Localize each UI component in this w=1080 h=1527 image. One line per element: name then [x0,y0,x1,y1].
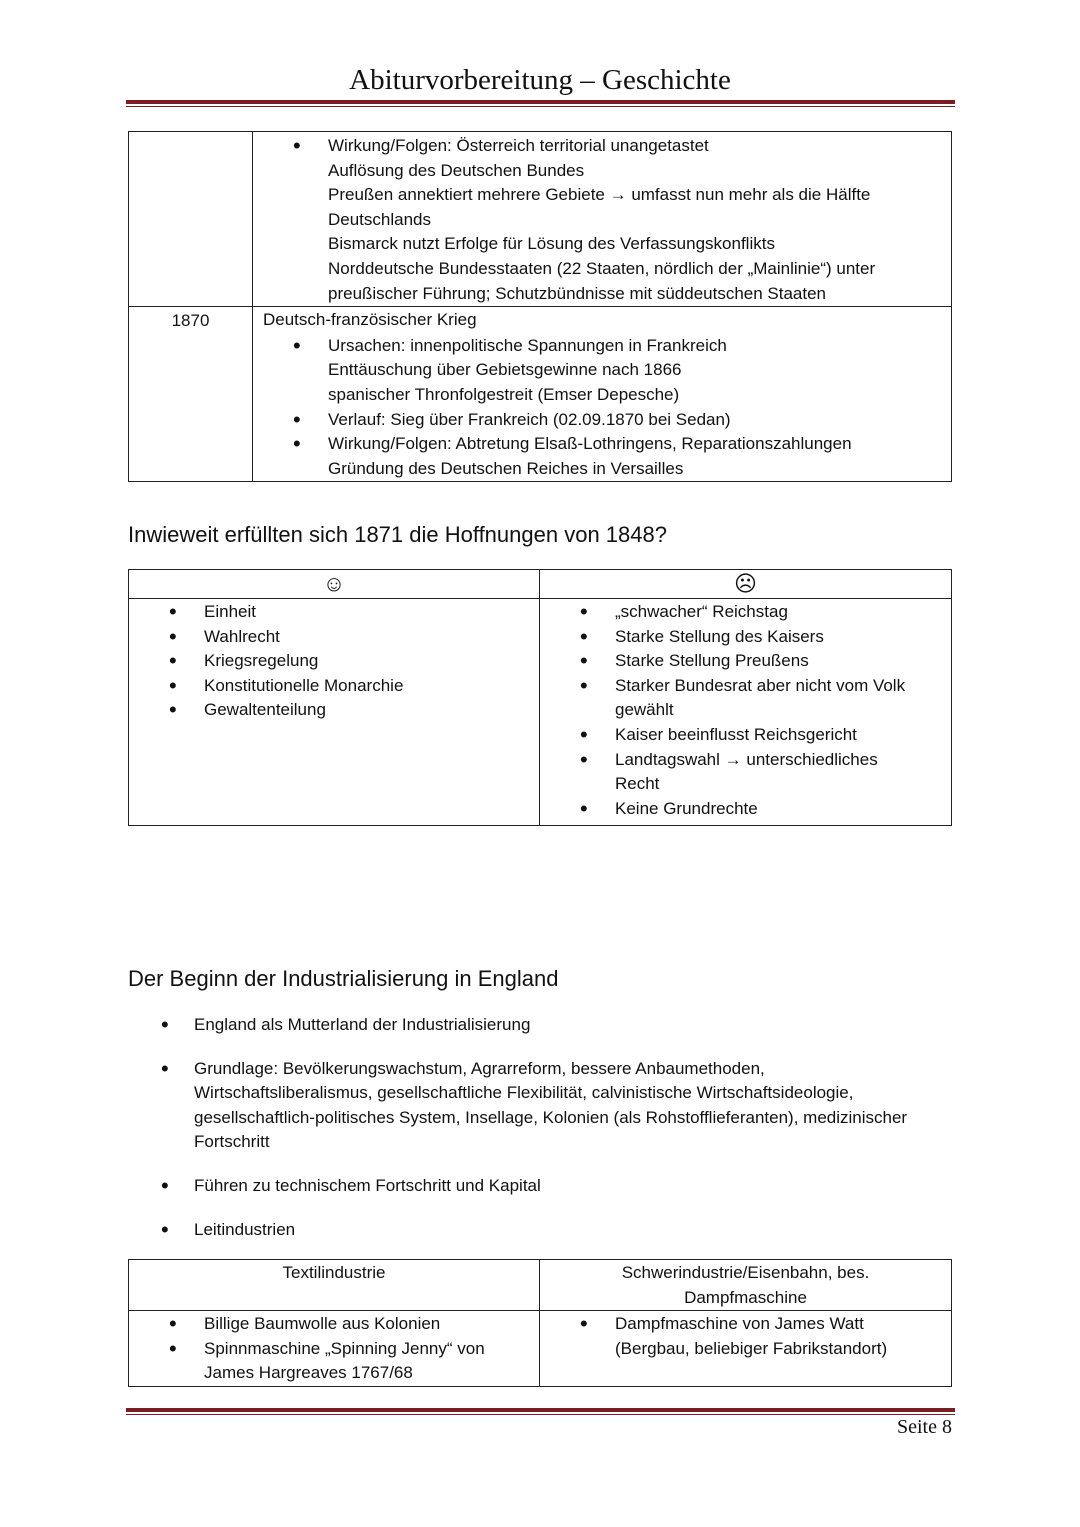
industrialization-list [128,1013,952,1261]
textile-cell [129,1311,540,1387]
list-item: • Keine Grundrechte [540,797,951,822]
heavy-industry-header-cell: Schwerindustrie/Eisenbahn, bes. Dampfmaschine [540,1260,952,1311]
list-item: • Kaiser beeinflusst Reichsgericht [540,723,951,748]
list-item: • Billige Baumwolle aus Kolonien [129,1312,509,1337]
table-row [129,307,952,482]
year-cell [129,132,253,307]
list-item: • Grundlage: Bevölkerungswachstum, Agrarreform, bessere Anbaumethoden, Wirtschaftsliberalismus, gesellschaftliche Flexibilität, calvinistische Wirtschaftsideologie, gesellschaftlich-politisches System, Insellage, Kolonien (als Rohstofflieferanten), medizinischer Fortschritt [128,1057,952,1155]
list-item: • Leitindustrien [128,1218,952,1243]
event-title: Deutsch-französischer Krieg [263,310,477,330]
table-row [129,1260,952,1311]
hopes-title: Inwieweit erfüllten sich 1871 die Hoffnungen von 1848? [128,522,667,547]
list-item: • Gewaltenteilung [129,698,539,723]
frowning-face-icon: ☹ [734,571,757,596]
list-item: • Wirkung/Folgen: Österreich territorial unangetastet Auflösung des Deutschen Bundes Preußen annektiert mehrere Gebiete → umfasst nun mehr als die Hälfte Deutschlands Bismarck nutzt Erfolge für Lösung des Verfassungskonflikts Norddeutsche Bundesstaaten (22 Staaten, nördlich der „Mainlinie“) unter preußischer Führung; Schutzbündnisse mit süddeutschen Staaten [253,134,951,306]
list-item: • Führen zu technischem Fortschritt und Kapital [128,1174,952,1199]
industrialization-title: Der Beginn der Industrialisierung in England [128,966,559,991]
table-row [129,132,952,307]
list-item: • England als Mutterland der Industrialisierung [128,1013,952,1038]
industries-table [128,1259,952,1387]
hopes-table [128,569,952,826]
header-rule [126,100,955,107]
page-number: Seite 8 [897,1416,952,1438]
list-item: • Landtagswahl → unterschiedliches Recht [540,748,951,797]
event-cell [253,132,952,307]
list-item: • Wirkung/Folgen: Abtretung Elsaß-Lothringens, Reparationszahlungen Gründung des Deutschen Reiches in Versailles [253,432,951,481]
list-item: • Dampfmaschine von James Watt (Bergbau, beliebiger Fabrikstandort) [540,1312,921,1361]
negative-cell [540,599,952,826]
list-item: • Verlauf: Sieg über Frankreich (02.09.1870 bei Sedan) [253,408,951,433]
list-item: • Starke Stellung des Kaisers [540,625,951,650]
page-header-title: Abiturvorbereitung – Geschichte [349,64,731,96]
positive-cell [129,599,540,826]
table-row [129,599,952,826]
table-row [129,570,952,599]
heavy-industry-cell [540,1311,952,1387]
year-cell: 1870 [129,307,253,482]
list-item: • Starker Bundesrat aber nicht vom Volk gewählt [540,674,951,723]
list-item: • Starke Stellung Preußens [540,649,951,674]
table-row [129,1311,952,1387]
timeline-table [128,131,952,482]
list-item: • Einheit [129,600,539,625]
list-item: • Ursachen: innenpolitische Spannungen in Frankreich Enttäuschung über Gebietsgewinne nach 1866 spanischer Thronfolgestreit (Emser Depesche) [253,334,951,408]
smiley-icon: ☺ [322,571,346,596]
negative-header-cell [540,570,952,599]
list-item: • Kriegsregelung [129,649,539,674]
footer-rule [126,1408,955,1415]
list-item: • Wahlrecht [129,625,539,650]
list-item: • „schwacher“ Reichstag [540,600,951,625]
list-item: • Spinnmaschine „Spinning Jenny“ von James Hargreaves 1767/68 [129,1337,509,1386]
textile-header-cell: Textilindustrie [129,1260,540,1311]
event-cell [253,307,952,482]
positive-header-cell [129,570,540,599]
list-item: • Konstitutionelle Monarchie [129,674,539,699]
